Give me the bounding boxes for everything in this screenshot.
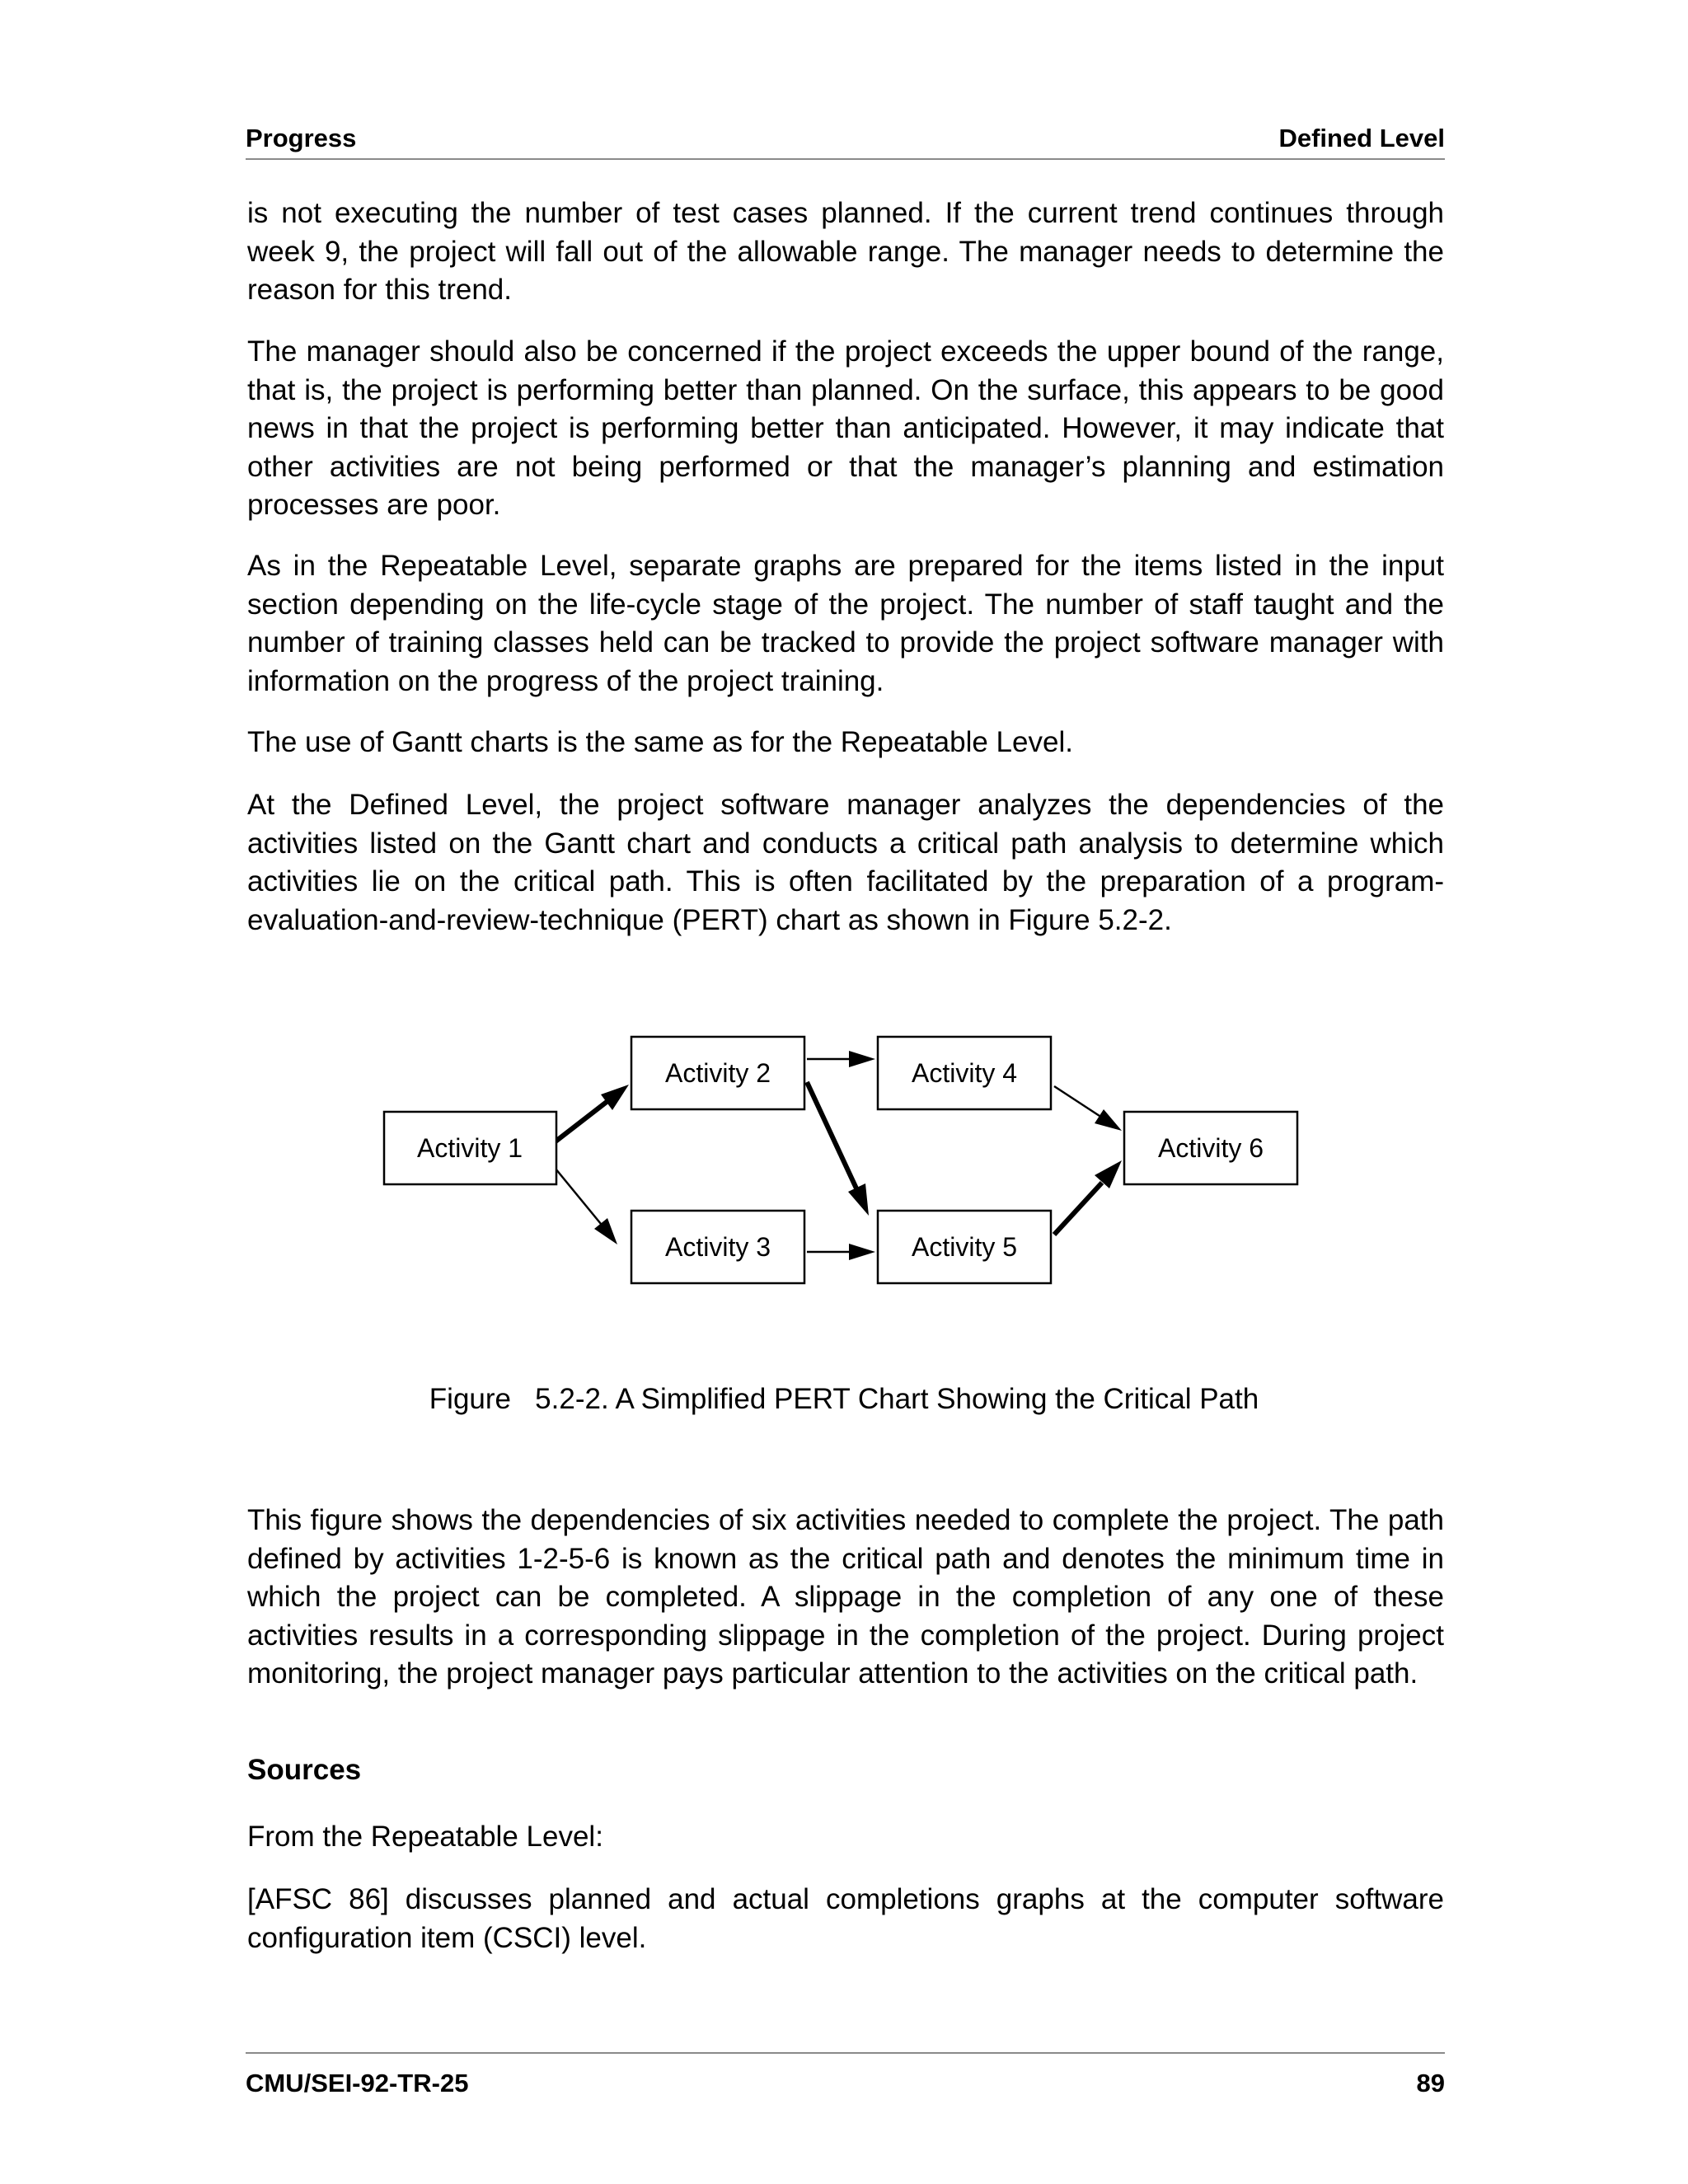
edge-1-2: [556, 1085, 629, 1141]
sources-heading: Sources: [247, 1754, 362, 1786]
header-level-title: Defined Level: [1278, 124, 1445, 152]
edge-5-6: [1054, 1160, 1122, 1235]
activity-5-node: [878, 1211, 1051, 1283]
paragraph-from-repeatable: From the Repeatable Level:: [247, 1821, 603, 1853]
activity-3-label: Activity 3: [664, 1232, 771, 1262]
report-number: CMU/SEI-92-TR-25: [246, 2069, 469, 2097]
edge-3-5: [807, 1244, 875, 1260]
paragraph-figure-explanation: This figure shows the dependencies of six activities needed to complete the project. The path defined by activities 1-2-5-6 is known as the critical path and denotes the minimum time in which the project can be completed. A slippage in the completion of any one of these activities results in a corresponding slippage in the completion of the project. During project monitoring, the project manager pays particular attention to the activities on the critical path.: [247, 1504, 1444, 1690]
activity-6-label: Activity 6: [1157, 1133, 1264, 1163]
activity-3-node: [631, 1211, 804, 1283]
activity-2-node: [631, 1037, 804, 1109]
paragraph-upper-bound: The manager should also be concerned if the project exceeds the upper bound of the range, that is, the project is performing better than planned. On the surface, this appears to be good news in that the project is performing better than anticipated. However, it may indicate that other activities are not being performed or that the manager’s planning and estimation processes are poor.: [247, 335, 1444, 521]
header-section-title: Progress: [246, 124, 357, 152]
paragraph-trend: is not executing the number of test cases planned. If the current trend continues through week 9, the project will fall out of the allowable range. The manager needs to determine the reason for this trend.: [247, 197, 1444, 306]
edge-1-3: [556, 1169, 617, 1244]
activity-4-label: Activity 4: [911, 1058, 1018, 1088]
paragraph-separate-graphs: As in the Repeatable Level, separate graphs are prepared for the items listed in the input section depending on the life-cycle stage of the project. The number of staff taught and the number of training classes held can be tracked to provide the project software manager with information on the progress of the project training.: [247, 550, 1444, 697]
page-header: [246, 124, 1445, 160]
activity-1-label: Activity 1: [416, 1133, 523, 1163]
activity-2-label: Activity 2: [664, 1058, 771, 1088]
activity-5-label: Activity 5: [911, 1232, 1018, 1262]
page-footer: [246, 2052, 1445, 2095]
paragraph-afsc-reference: [AFSC 86] discusses planned and actual completions graphs at the computer software configuration item (CSCI) level.: [247, 1883, 1444, 1954]
edge-2-4: [807, 1051, 875, 1067]
edge-4-6: [1054, 1086, 1122, 1131]
activity-4-node: [878, 1037, 1051, 1109]
paragraph-gantt: The use of Gantt charts is the same as for the Repeatable Level.: [247, 726, 1073, 758]
figure-caption: Figure 5.2-2. A Simplified PERT Chart Showing the Critical Path: [429, 1383, 1259, 1415]
activity-1-node: [384, 1112, 556, 1184]
page-number: 89: [1416, 2069, 1445, 2097]
edge-2-5: [807, 1082, 869, 1216]
activity-6-node: [1124, 1112, 1297, 1184]
paragraph-critical-path-analysis: At the Defined Level, the project software manager analyzes the dependencies of the activities listed on the Gantt chart and conducts a critical path analysis to determine which activities lie on the critical path. This is often facilitated by the preparation of a program-evaluation-and-review-technique (PERT) chart as shown in Figure 5.2-2.: [247, 789, 1444, 936]
